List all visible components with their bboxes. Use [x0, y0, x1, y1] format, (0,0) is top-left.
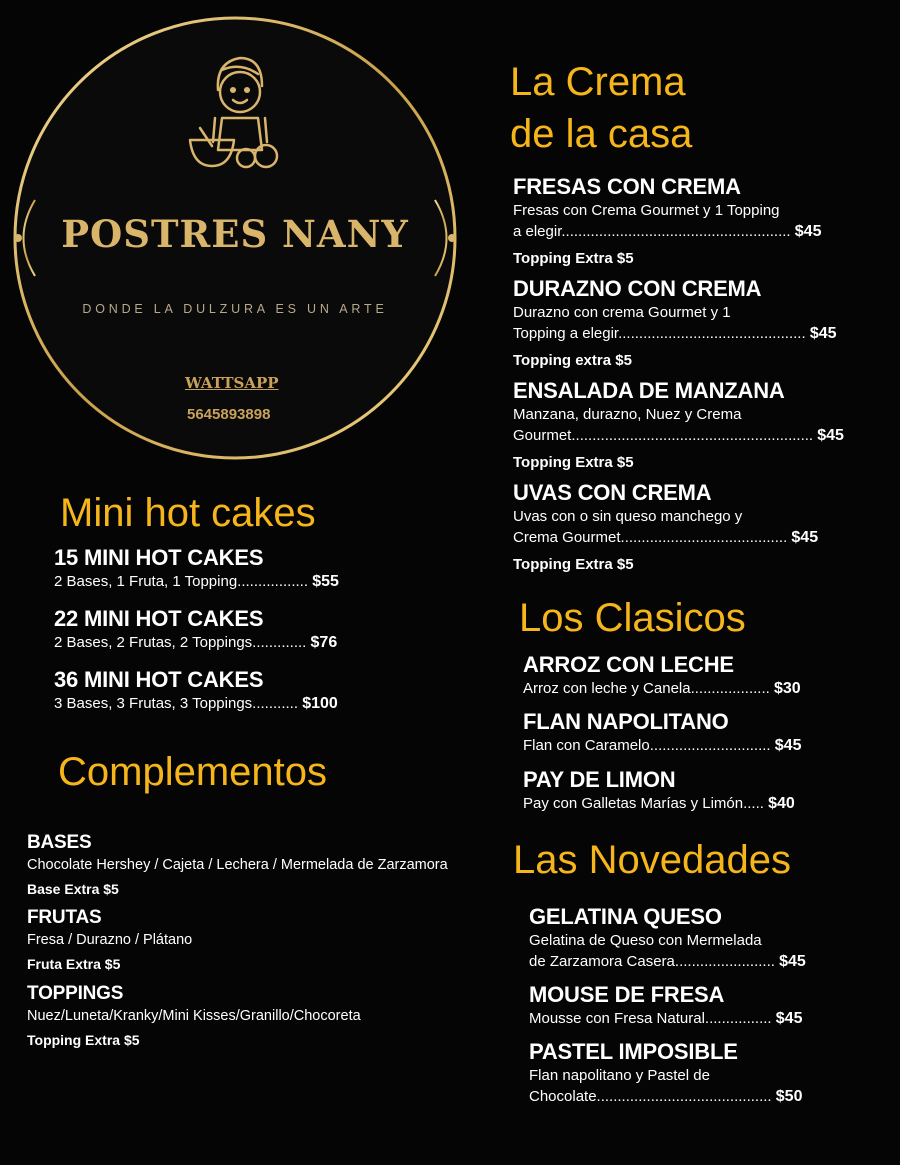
item-price: $45 [791, 529, 819, 547]
menu-item [523, 767, 853, 816]
item-desc-text: Pay con Galletas Marías y Limón [523, 795, 744, 813]
menu-item [513, 378, 853, 471]
item-name: 36 MINI HOT CAKES [54, 667, 264, 692]
item-desc-line [54, 571, 404, 593]
item-desc: Nuez/Luneta/Kranky/Mini Kisses/Granillo/Chocoreta [27, 1007, 361, 1024]
item-price: $45 [774, 737, 802, 755]
menu-item [513, 174, 853, 267]
item-price: $45 [809, 325, 837, 343]
item-desc: Flan napolitano y Pastel de [529, 1067, 710, 1085]
item-price: $45 [817, 427, 844, 445]
menu-item [523, 709, 853, 758]
item-price: $76 [310, 634, 338, 652]
item-price: $30 [773, 680, 801, 698]
menu-item [523, 652, 853, 701]
dot-leader: ........................................ [620, 529, 788, 547]
menu-item [54, 606, 404, 655]
item-name: FRESAS CON CREMA [513, 174, 741, 199]
item-desc-text: de Zarzamora Casera [529, 953, 675, 971]
item-extra: Fruta Extra $5 [27, 956, 121, 973]
item-name: PAY DE LIMON [523, 767, 676, 792]
item-name: PASTEL IMPOSIBLE [529, 1039, 738, 1064]
item-desc-line [54, 632, 404, 654]
dot-leader: ........................ [674, 953, 775, 971]
item-name: FLAN NAPOLITANO [523, 709, 729, 734]
section-title-line2: de la casa [510, 112, 693, 156]
item-name: ARROZ CON LECHE [523, 652, 734, 677]
item-name: 15 MINI HOT CAKES [54, 545, 264, 570]
item-desc-line [513, 527, 853, 549]
section-title-complementos: Complementos [58, 750, 328, 794]
item-desc-text: Mousse con Fresa Natural [529, 1010, 705, 1028]
item-desc-text: Crema Gourmet [513, 529, 621, 547]
item-desc: Durazno con crema Gourmet y 1 [513, 304, 731, 322]
dot-leader: .......................................... [596, 1088, 772, 1106]
section-title-line1: La Crema [510, 60, 686, 104]
item-extra: Topping Extra $5 [513, 453, 634, 471]
section-title-crema [510, 56, 692, 160]
item-desc-line [523, 793, 853, 815]
item-desc-line [523, 735, 853, 757]
dot-leader: ..... [743, 795, 764, 813]
item-price: $45 [779, 953, 806, 971]
dot-leader: ........... [252, 695, 299, 713]
item-desc-text: Flan con Caramelo [523, 737, 650, 755]
item-price: $50 [775, 1088, 803, 1106]
item-name: DURAZNO CON CREMA [513, 276, 762, 301]
dot-leader: ................. [237, 573, 309, 591]
item-name: TOPPINGS [27, 983, 124, 1004]
dot-leader: ............. [252, 634, 307, 652]
menu-item [54, 667, 404, 716]
dot-leader: ................ [704, 1010, 772, 1028]
whatsapp-label: WATTSAPP [185, 374, 279, 392]
item-desc-text: 3 Bases, 3 Frutas, 3 Toppings [54, 695, 253, 713]
item-desc: Manzana, durazno, Nuez y Crema [513, 406, 742, 424]
item-desc-line [513, 425, 853, 447]
menu-item [27, 832, 502, 897]
item-extra: Topping Extra $5 [513, 555, 634, 573]
item-name: BASES [27, 832, 92, 853]
item-name: MOUSE DE FRESA [529, 982, 725, 1007]
item-price: $100 [302, 695, 338, 713]
logo [0, 0, 470, 480]
item-desc-text: Arroz con leche y Canela [523, 680, 691, 698]
item-desc-text: Gourmet [513, 427, 572, 445]
item-name: ENSALADA DE MANZANA [513, 378, 785, 403]
item-desc-line [529, 951, 849, 973]
item-name: UVAS CON CREMA [513, 480, 712, 505]
menu-item [513, 480, 853, 573]
item-extra: Topping extra $5 [513, 351, 632, 369]
whatsapp-phone[interactable]: 5645893898 [187, 406, 271, 423]
item-desc: Chocolate Hershey / Cajeta / Lechera / Mermelada de Zarzamora [27, 856, 448, 873]
item-desc-line [54, 693, 404, 715]
dot-leader: ....................................................... [561, 223, 791, 241]
item-price: $45 [794, 223, 822, 241]
section-title-clasicos: Los Clasicos [519, 596, 746, 640]
item-desc-text: Chocolate [529, 1088, 597, 1106]
item-extra: Topping Extra $5 [27, 1032, 140, 1049]
item-desc-line [513, 221, 853, 243]
item-name: 22 MINI HOT CAKES [54, 606, 264, 631]
item-desc-text: a elegir [513, 223, 562, 241]
dot-leader: ............................. [649, 737, 771, 755]
menu-item [27, 907, 502, 972]
item-name: GELATINA QUESO [529, 904, 722, 929]
section-title-novedades: Las Novedades [513, 838, 791, 882]
item-price: $40 [768, 795, 795, 813]
brand-name: POSTRES NANY [61, 212, 409, 256]
menu-item [54, 545, 404, 594]
item-desc-line [513, 323, 853, 345]
dot-leader: .......................................................... [571, 427, 814, 445]
menu-item [529, 982, 849, 1031]
menu-item [513, 276, 853, 369]
item-desc-text: 2 Bases, 2 Frutas, 2 Toppings [54, 634, 253, 652]
section-title-hotcakes: Mini hot cakes [60, 491, 316, 535]
item-desc-line [529, 1086, 849, 1108]
item-desc-text: 2 Bases, 1 Fruta, 1 Topping [54, 573, 238, 591]
item-name: FRUTAS [27, 907, 102, 928]
menu-item [529, 1039, 849, 1109]
item-desc: Gelatina de Queso con Mermelada [529, 932, 762, 950]
menu-item [529, 904, 849, 974]
item-desc-text: Topping a elegir [513, 325, 619, 343]
item-desc-line [529, 1008, 849, 1030]
item-desc: Fresa / Durazno / Plátano [27, 931, 193, 948]
brand-tagline: DONDE LA DULZURA ES UN ARTE [82, 302, 388, 316]
item-price: $45 [775, 1010, 803, 1028]
menu-item [27, 983, 502, 1048]
item-extra: Topping Extra $5 [513, 249, 634, 267]
item-desc-line [523, 678, 853, 700]
item-price: $55 [312, 573, 339, 591]
item-desc: Fresas con Crema Gourmet y 1 Topping [513, 202, 780, 220]
item-desc: Uvas con o sin queso manchego y [513, 508, 743, 526]
item-extra: Base Extra $5 [27, 881, 119, 898]
dot-leader: ............................................. [618, 325, 806, 343]
dot-leader: ................... [690, 680, 770, 698]
